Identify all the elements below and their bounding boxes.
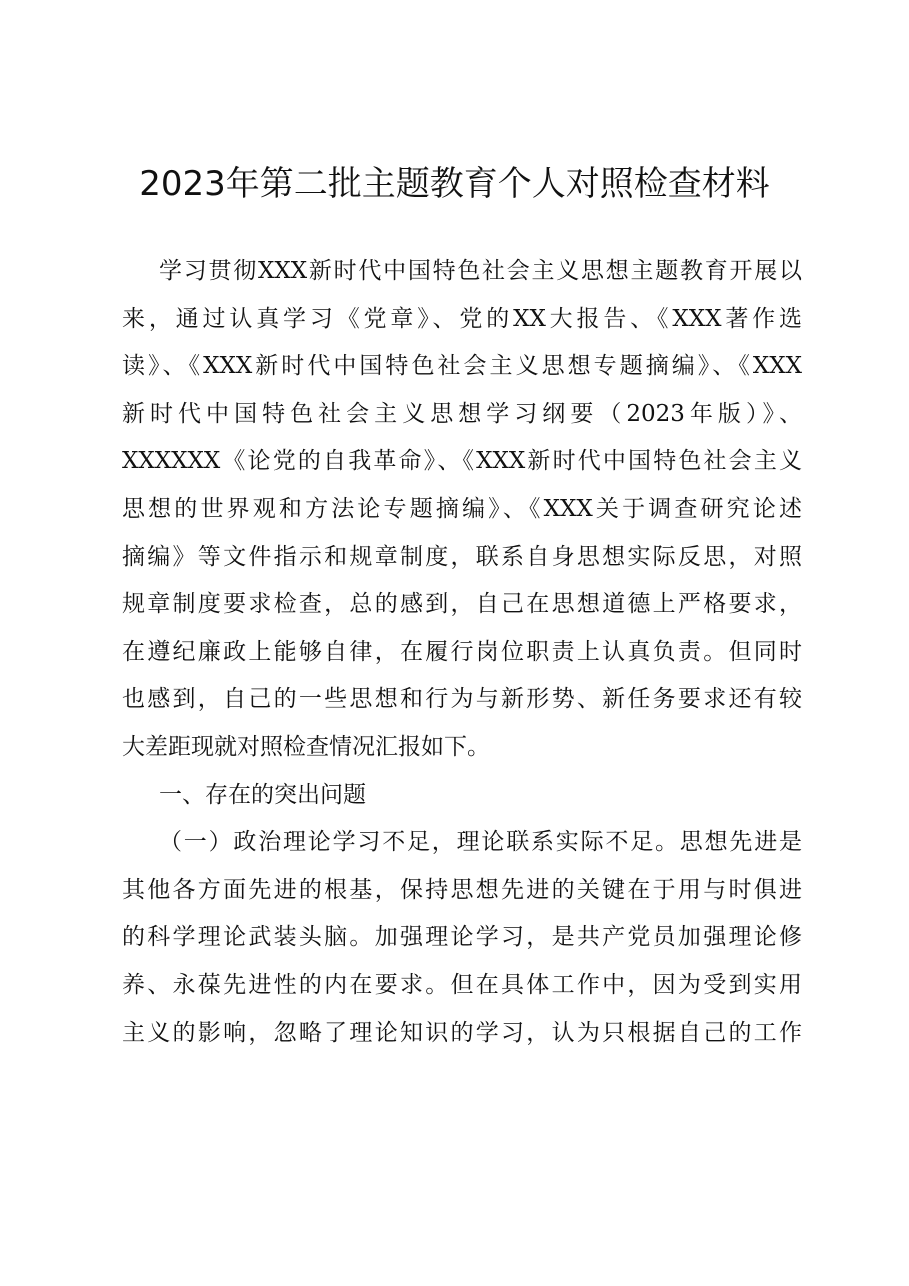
paragraph-line: 规章制度要求检查，总的感到，自己在思想道德上严格要求， <box>122 591 802 618</box>
paragraph-line: 摘编》等文件指示和规章制度，联系自身思想实际反思，对照 <box>122 543 802 570</box>
document-title: 2023年第二批主题教育个人对照检查材料 <box>139 164 770 204</box>
paragraph-line: 新时代中国特色社会主义思想学习纲要（2023年版）》、 <box>122 400 802 427</box>
section-heading: 一、存在的突出问题 <box>159 781 366 808</box>
paragraph-line: 的科学理论武装头脑。加强理论学习，是共产党员加强理论修 <box>122 924 802 951</box>
paragraph-line: 养、永葆先进性的内在要求。但在具体工作中，因为受到实用 <box>122 971 802 998</box>
paragraph-line: XXXXXX《论党的自我革命》、《XXX新时代中国特色社会主义 <box>122 448 802 475</box>
paragraph-line: （一）政治理论学习不足，理论联系实际不足。思想先进是 <box>159 829 802 856</box>
document-body <box>122 248 802 1057</box>
paragraph-line: 在遵纪廉政上能够自律，在履行岗位职责上认真负责。但同时 <box>122 638 802 665</box>
paragraph-line: 思想的世界观和方法论专题摘编》、《XXX关于调查研究论述 <box>122 495 802 522</box>
paragraph-line: 也感到，自己的一些思想和行为与新形势、新任务要求还有较 <box>122 686 802 713</box>
paragraph-line: 主义的影响，忽略了理论知识的学习，认为只根据自己的工作 <box>122 1019 802 1046</box>
paragraph-line: 读》、《XXX新时代中国特色社会主义思想专题摘编》、《XXX <box>122 353 802 380</box>
paragraph-line: 大差距现就对照检查情况汇报如下。 <box>122 733 490 760</box>
paragraph-line: 其他各方面先进的根基，保持思想先进的关键在于用与时俱进 <box>122 876 802 903</box>
paragraph-line: 来，通过认真学习《党章》、党的XX大报告、《XXX著作选 <box>122 305 802 332</box>
paragraph-line: 学习贯彻XXX新时代中国特色社会主义思想主题教育开展以 <box>159 258 802 284</box>
